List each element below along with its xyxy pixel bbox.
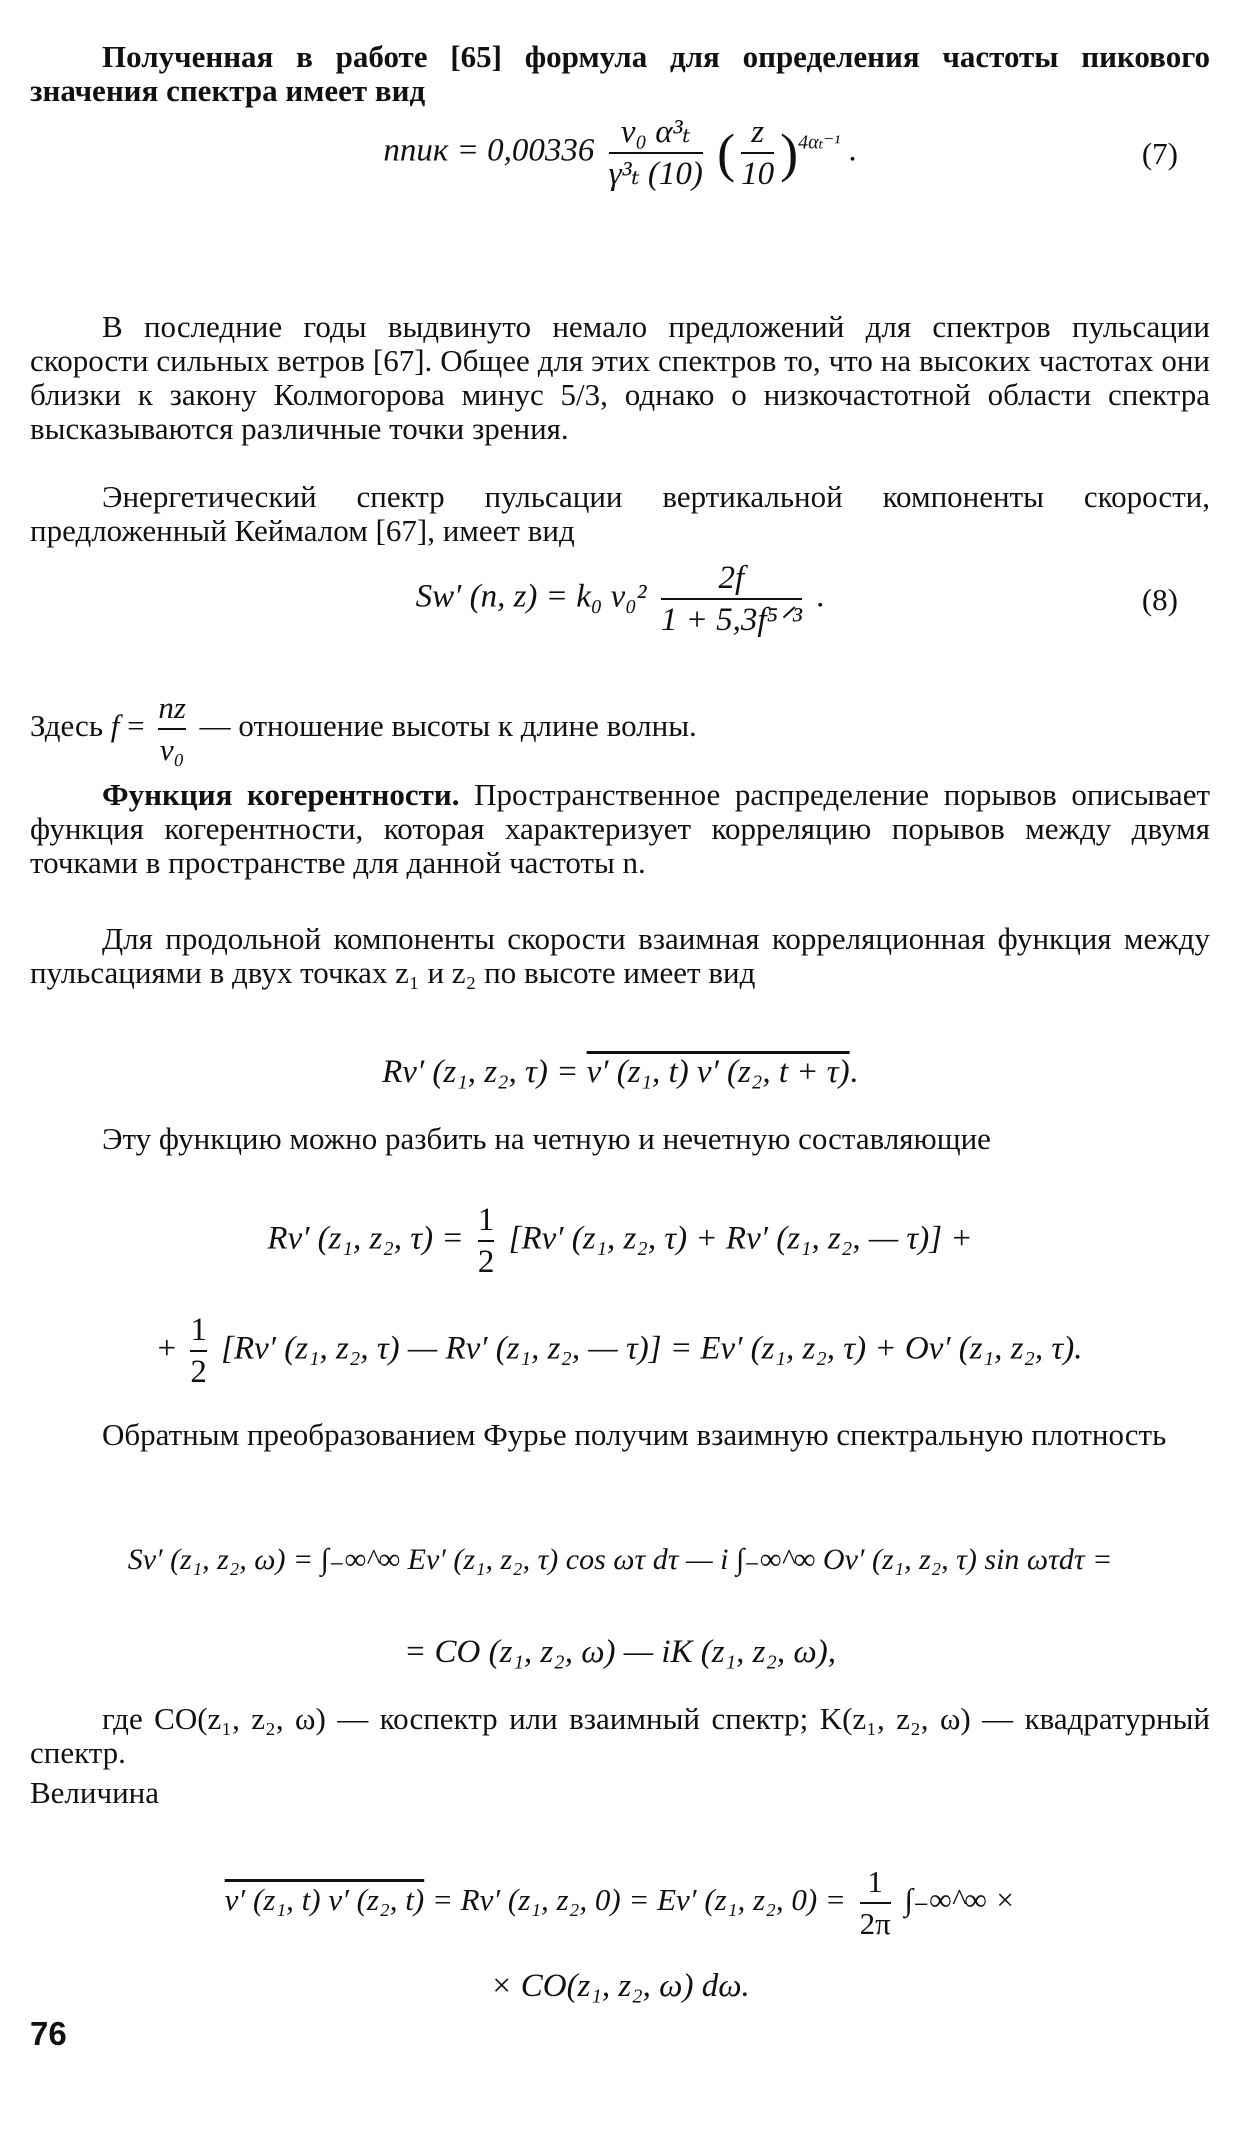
eq8-lhs: Sw′ (n, z) = k₀ v₀² [415, 578, 647, 615]
split1-lhs: Rv′ (z₁, z₂, τ) = [267, 1220, 464, 1257]
eq7-lhs: nпик = 0,00336 [383, 132, 595, 169]
page-number: 76 [30, 2015, 67, 2052]
paragraph-text: Здесь [30, 708, 103, 744]
f-numerator: nz [158, 690, 186, 725]
paragraph-peak-frequency [30, 40, 1210, 108]
value2-formula: × CO(z₁, z₂, ω) dω. [490, 1968, 750, 2004]
paragraph-text: Для продольной компоненты скорости взаимная корреляционная функция между пульсациями в двух точках z₁ и z₂ по высоте имеет вид [30, 921, 1210, 990]
eq8-fraction [661, 558, 802, 640]
equation-8: Sw′ (n, z) = k₀ v₀² $\frac{2f}{\text{1 + 5,3f⁵ᐟ³}}$ . (8) [415, 560, 1178, 638]
paragraph-wind-spectra [30, 310, 1210, 446]
corr-lhs: Rv′ (z₁, z₂, τ) = [382, 1054, 579, 1090]
eq7-inner-den: 10 [741, 152, 774, 194]
eq7-numerator: v₀ α³ₜ [620, 114, 691, 150]
eq8-numerator: 2f [718, 560, 745, 596]
paragraph-fourier [30, 1418, 1210, 1452]
value1-mean-product: v′ (z₁, t) v′ (z₂, t) [224, 1882, 425, 1918]
paragraph-text: Полученная в работе [65] формула для определения частоты пикового значения спектра имеет вид [30, 39, 1210, 108]
split2-lead: + [157, 1330, 177, 1367]
equation-value-2 [30, 1966, 1210, 2006]
paragraph-correlation [30, 922, 1210, 990]
value1-rest: = Rv′ (z₁, z₂, 0) = Ev′ (z₁, z₂, 0) = [431, 1882, 846, 1918]
paragraph-text: Эту функцию можно разбить на четную и нечетную составляющие [102, 1121, 991, 1156]
equation-7: nпик = 0,00336 $\frac{\text{v₀ α³ₜ}}{\text{γ³ₜ (10)}}$ ( $\frac{z}{10}$ )$^{4\alpha_t^{-1}}$ . (7) [383, 114, 1178, 192]
paragraph-text: где CO(z₁, z₂, ω) — коспектр или взаимный спектр; K(z₁, z₂, ω) — квадратурный спектр. [30, 1701, 1210, 1770]
split1-rest: [Rv′ (z₁, z₂, τ) + Rv′ (z₁, z₂, — τ)] + [508, 1220, 973, 1257]
paragraph-f-definition: Здесь f = $\frac{nz}{\text{v₀}}$ — отношение высоты к длине волны. [30, 688, 1210, 770]
eq7-exponent: 4αₜ⁻¹ [798, 131, 841, 154]
paragraph-kaimal [30, 480, 1210, 548]
equation-spectral-2 [30, 1632, 1210, 1672]
cospectrum-quadrature-formula: = CO (z₁, z₂, ω) — iK (z₁, z₂, ω), [404, 1634, 836, 1670]
paragraph-text: Обратным преобразованием Фурье получим взаимную спектральную плотность [102, 1417, 1167, 1452]
eq8-denominator: 1 + 5,3f⁵ᐟ³ [661, 598, 802, 640]
section-heading: Функция когерентности. [102, 777, 460, 812]
paragraph-text: В последние годы выдвинуто немало предложений для спектров пульсации скорости сильных ветров [67]. Общее для этих спектров то, что на высоких частотах они близки к закону Колмогорова минус 5/3, однако о низкочастотной области спектра высказываются различные точки зрения. [30, 309, 1210, 446]
paragraph-quantity [30, 1776, 1210, 1810]
value1-frac-num: 1 [867, 1864, 883, 1899]
paragraph-coherence [30, 778, 1210, 880]
spectral-density-formula: Sv′ (z₁, z₂, ω) = ∫₋∞^∞ Ev′ (z₁, z₂, τ) cos ωτ dτ — i ∫₋∞^∞ Ov′ (z₁, z₂, τ) sin ωτdτ = [127, 1543, 1113, 1576]
half-numerator: 1 [477, 1202, 495, 1238]
paragraph-cospectrum [30, 1702, 1210, 1770]
corr-rhs: v′ (z₁, t) v′ (z₂, t + τ) [586, 1054, 850, 1090]
eq7-denominator: γ³ₜ (10) [609, 152, 703, 194]
eq7-fraction [609, 112, 703, 194]
half-numerator: 1 [190, 1312, 207, 1348]
half-denominator: 2 [478, 1240, 495, 1282]
paragraph-text: Энергетический спектр пульсации вертикальной компоненты скорости, предложенный Кеймалом [67], имеет вид [30, 479, 1210, 548]
split1-half [478, 1200, 495, 1282]
split2-rest: [Rv′ (z₁, z₂, τ) — Rv′ (z₁, z₂, — τ)] = Ev′ (z₁, z₂, τ) + Ov′ (z₁, z₂, τ). [221, 1330, 1083, 1367]
paragraph-split [30, 1122, 1210, 1156]
paragraph-text: Величина [30, 1775, 160, 1810]
equation-split-2 [30, 1310, 1210, 1392]
equation-value-1 [30, 1862, 1210, 1944]
paragraph-text: — отношение высоты к длине волны. [199, 708, 697, 744]
equation-correlation: Rv′ (z₁, z₂, τ) = v′ (z₁, t) v′ (z₂, t + τ). [382, 1054, 858, 1090]
f-fraction [158, 688, 186, 770]
half-denominator: 2 [190, 1350, 207, 1392]
equation-split-1 [30, 1200, 1210, 1282]
value1-integral: ∫₋∞^∞ × [904, 1882, 1016, 1918]
eq7-inner-num: z [751, 114, 765, 150]
split2-half [190, 1310, 207, 1392]
f-denominator: v₀ [158, 728, 186, 770]
value1-frac-den: 2π [860, 1902, 891, 1944]
paragraph-text: Пространственное распределение порывов описывает функция когерентности, которая характеризует корреляцию порывов между двумя точками в пространстве для данной частоты n. [30, 777, 1210, 880]
value1-fraction [860, 1862, 891, 1944]
equation-number-7: (7) [1141, 136, 1178, 171]
equation-number-8: (8) [1141, 582, 1178, 617]
equation-spectral-1 [30, 1540, 1210, 1580]
eq7-inner-fraction [741, 112, 774, 194]
